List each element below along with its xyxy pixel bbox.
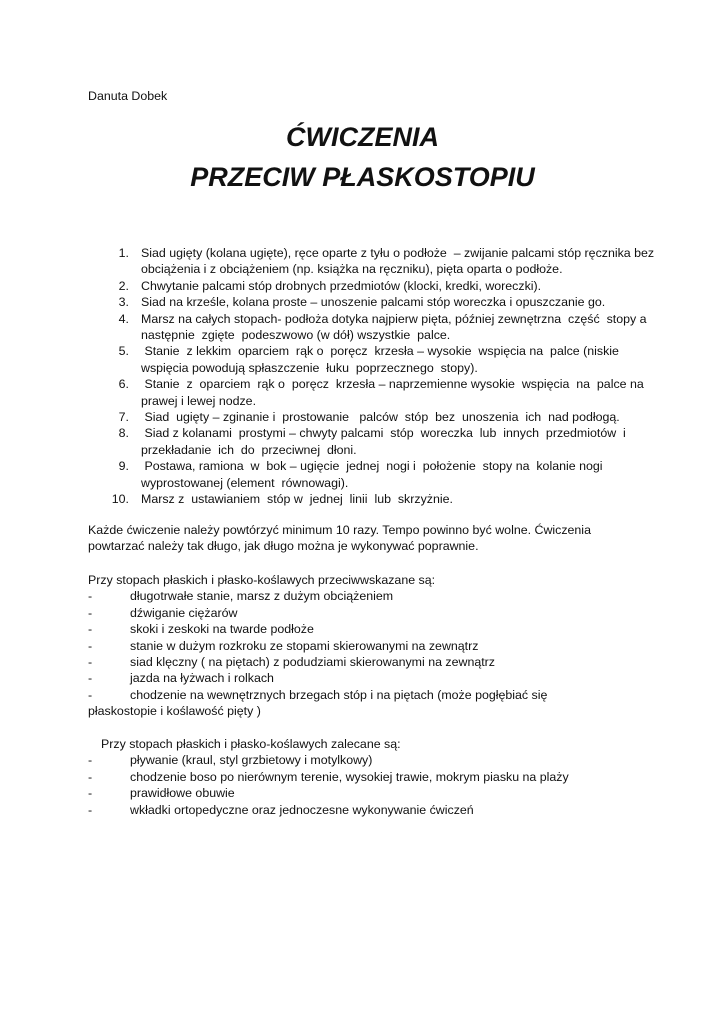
exercise-number: 7. <box>118 410 129 425</box>
contraindicated-item <box>88 654 648 670</box>
exercise-text <box>141 376 645 409</box>
exercise-text <box>141 458 645 491</box>
exercise-text <box>141 245 654 278</box>
exercise-text-line: przekładanie ich do przeciwnej dłoni. <box>141 442 357 457</box>
repeat-note-line-1: Każde ćwiczenie należy powtórzyć minimum 10 razy. Tempo powinno być wolne. Ćwiczenia <box>88 523 591 537</box>
bullet-dash: - <box>88 687 93 702</box>
exercise-text-line: następnie zgięte podeszwowo (w dół) wszystkie palce. <box>141 328 451 343</box>
exercise-text-line: prawej i lewej nodze. <box>141 393 257 408</box>
exercise-text-line: Stanie z lekkim oparciem rąk o poręcz krzesła – wysokie wspięcia na palce (niskie <box>141 344 619 359</box>
exercise-text <box>141 278 645 294</box>
exercise-text-line: Marsz na całych stopach- podłoża dotyka najpierw pięta, później zewnętrzna część stopy a <box>141 311 647 326</box>
list-item-continuation: płaskostopie i koślawość pięty ) <box>88 704 261 719</box>
exercise-number: 10. <box>111 492 129 507</box>
recommended-heading: Przy stopach płaskich i płasko-koślawych zalecane są: <box>101 737 401 751</box>
exercise-text-line: Postawa, ramiona w bok – ugięcie jednej nogi i położenie stopy na kolanie nogi <box>141 459 603 474</box>
bullet-dash: - <box>88 802 93 817</box>
exercise-item <box>100 245 655 278</box>
list-item-text: stanie w dużym rozkroku ze stopami skierowanymi na zewnątrz <box>130 638 479 653</box>
exercise-number: 6. <box>118 377 129 392</box>
list-item-text: jazda na łyżwach i rolkach <box>130 671 274 686</box>
exercise-number: 9. <box>118 459 129 474</box>
bullet-dash: - <box>88 655 93 670</box>
exercise-number: 8. <box>118 426 129 441</box>
list-item-text: chodzenie na wewnętrznych brzegach stóp i na piętach (może pogłębiać się <box>130 687 548 702</box>
contraindicated-item <box>88 687 648 720</box>
exercise-item <box>100 376 645 409</box>
exercise-text <box>141 343 645 376</box>
contraindicated-section <box>88 572 648 720</box>
contraindicated-list <box>88 588 648 719</box>
list-item-text: prawidłowe obuwie <box>130 786 235 801</box>
exercise-number: 4. <box>118 311 129 326</box>
exercise-text-line: Chwytanie palcami stóp drobnych przedmiotów (klocki, kredki, woreczki). <box>141 278 542 293</box>
exercise-text <box>141 491 645 507</box>
list-item-text-wrap <box>130 752 648 768</box>
exercise-number: 2. <box>118 278 129 293</box>
list-item-text-wrap <box>130 654 648 670</box>
exercise-text <box>141 311 647 344</box>
contraindicated-item <box>88 638 648 654</box>
list-item-text-wrap <box>130 638 648 654</box>
exercise-number: 1. <box>118 246 129 260</box>
list-item-text-wrap <box>130 621 648 637</box>
exercise-item <box>100 278 645 294</box>
exercise-text-line: Siad ugięty – zginanie i prostowanie palców stóp bez unoszenia ich nad podłogą. <box>141 410 620 425</box>
contraindicated-item <box>88 605 648 621</box>
title-line-1: ĆWICZENIA <box>286 122 439 152</box>
bullet-dash: - <box>88 769 93 784</box>
exercise-number: 5. <box>118 344 129 359</box>
exercise-text-line: Siad z kolanami prostymi – chwyty palcami stóp woreczka lub innych przedmiotów i <box>141 426 626 441</box>
recommended-item <box>88 785 648 801</box>
exercise-item <box>100 294 645 310</box>
contraindicated-item <box>88 621 648 637</box>
bullet-dash: - <box>88 622 93 637</box>
recommended-list <box>88 752 648 818</box>
exercise-text <box>141 409 645 425</box>
exercise-number: 3. <box>118 295 129 310</box>
bullet-dash: - <box>88 753 93 768</box>
bullet-dash: - <box>88 671 93 686</box>
list-item-text: chodzenie boso po nierównym terenie, wysokiej trawie, mokrym piasku na plaży <box>130 769 569 784</box>
recommended-item <box>88 802 648 818</box>
exercise-list <box>100 245 655 508</box>
exercise-text-line: Siad ugięty (kolana ugięte), ręce oparte z tyłu o podłoże – zwijanie palcami stóp ręcznika bez <box>141 246 655 260</box>
list-item-text-wrap <box>130 588 648 604</box>
list-item-text-wrap <box>130 802 648 818</box>
exercise-text <box>141 425 645 458</box>
recommended-item <box>88 769 648 785</box>
list-item-text: wkładki ortopedyczne oraz jednoczesne wykonywanie ćwiczeń <box>130 802 474 817</box>
exercise-text-line: Siad na krześle, kolana proste – unoszenie palcami stóp woreczka i opuszczanie go. <box>141 295 606 310</box>
bullet-dash: - <box>88 589 93 604</box>
exercise-text-line: obciążenia i z obciążeniem (np. książka na ręczniku), pięta oparta o podłoże. <box>141 262 563 277</box>
bullet-dash: - <box>88 605 93 620</box>
repeat-note-line-2: powtarzać należy tak długo, jak długo można je wykonywać poprawnie. <box>88 539 479 554</box>
exercise-item <box>100 491 645 507</box>
exercise-text-line: Stanie z oparciem rąk o poręcz krzesła – naprzemienne wysokie wspięcia na palce na <box>141 377 644 392</box>
list-item-text: skoki i zeskoki na twarde podłoże <box>130 622 314 637</box>
bullet-dash: - <box>88 638 93 653</box>
exercise-item <box>100 343 645 376</box>
contraindicated-item <box>88 670 648 686</box>
contraindicated-item <box>88 588 648 604</box>
list-item-text-wrap <box>130 769 648 785</box>
recommended-item <box>88 752 648 768</box>
list-item-text: siad klęczny ( na piętach) z podudziami skierowanymi na zewnątrz <box>130 655 495 670</box>
exercise-text-line: wspięcia powodują spłaszczenie łuku poprzecznego stopy). <box>141 360 478 375</box>
list-item-text-wrap <box>130 785 648 801</box>
exercise-text <box>141 294 645 310</box>
exercise-text-line: wyprostowanej (element równowagi). <box>141 475 349 490</box>
list-item-text-wrap <box>130 670 648 686</box>
list-item-text-wrap <box>130 605 648 621</box>
exercise-text-line: Marsz z ustawianiem stóp w jednej linii lub skrzyżnie. <box>141 492 453 507</box>
exercise-item <box>100 458 645 491</box>
list-item-text: długotrwałe stanie, marsz z dużym obciążeniem <box>130 589 394 604</box>
exercise-item <box>100 311 645 344</box>
author-name: Danuta Dobek <box>88 89 168 103</box>
exercise-item <box>100 425 645 458</box>
title-line-2: PRZECIW PŁASKOSTOPIU <box>190 162 535 192</box>
page-title <box>0 117 725 197</box>
bullet-dash: - <box>88 786 93 801</box>
list-item-text: dźwiganie ciężarów <box>130 605 238 620</box>
recommended-section <box>88 736 648 818</box>
exercise-item <box>100 409 645 425</box>
list-item-text-wrap <box>88 687 648 720</box>
contraindicated-heading: Przy stopach płaskich i płasko-koślawych przeciwwskazane są: <box>88 573 436 587</box>
list-item-text: pływanie (kraul, styl grzbietowy i motylkowy) <box>130 753 373 768</box>
repeat-note <box>88 522 648 555</box>
